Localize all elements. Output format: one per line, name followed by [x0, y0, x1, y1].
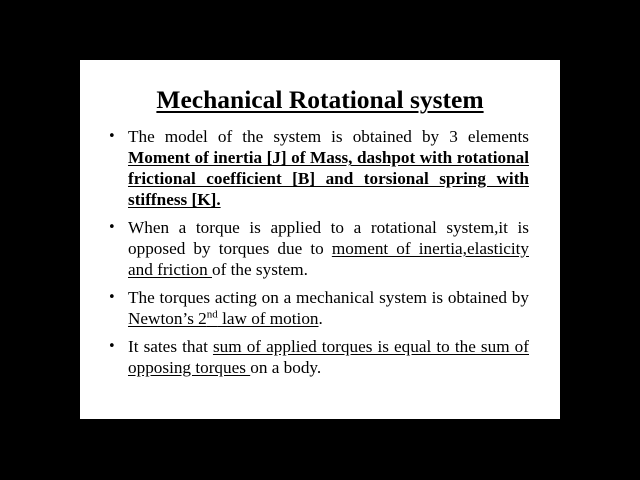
bullet-trailing-text: on a body. [250, 358, 322, 377]
slide-title: Mechanical Rotational system [156, 85, 484, 114]
bullet-text: The torques acting on a mechanical system is obtained by [128, 288, 529, 307]
bullet-icon: • [108, 220, 116, 235]
bullet-icon: • [108, 339, 116, 354]
bullet-icon: • [108, 290, 116, 305]
bullet-item-3 [108, 287, 529, 329]
slide [80, 60, 560, 419]
ordinal-suffix: nd [206, 308, 218, 321]
newton-label: Newton’s 2 [128, 309, 207, 328]
bullet-emphasis [128, 309, 319, 328]
bullet-emphasis: moment of inertia,elasticity and friction [128, 239, 529, 279]
bullet-icon: • [108, 129, 116, 144]
bullet-text: It sates that [128, 337, 213, 356]
bullet-item-4 [108, 336, 529, 378]
bullet-item-2 [108, 217, 529, 280]
bullet-item-1 [108, 126, 529, 210]
bullet-emphasis: sum of applied torques is equal to the sum of opposing torques [128, 337, 529, 377]
bullet-text: When a torque is applied to a rotational system,it is opposed by torques due to [128, 218, 529, 258]
bullet-list [108, 126, 529, 385]
bullet-trailing-text: of the system. [212, 260, 308, 279]
bullet-text: The model of the system is obtained by 3 elements [128, 127, 529, 146]
bullet-emphasis: Moment of inertia [J] of Mass, dashpot with rotational frictional coefficient [B] and torsional spring with stiffness [K]. [128, 148, 529, 209]
law-label: law of motion [217, 309, 319, 328]
bullet-trailing-text: . [318, 309, 323, 328]
